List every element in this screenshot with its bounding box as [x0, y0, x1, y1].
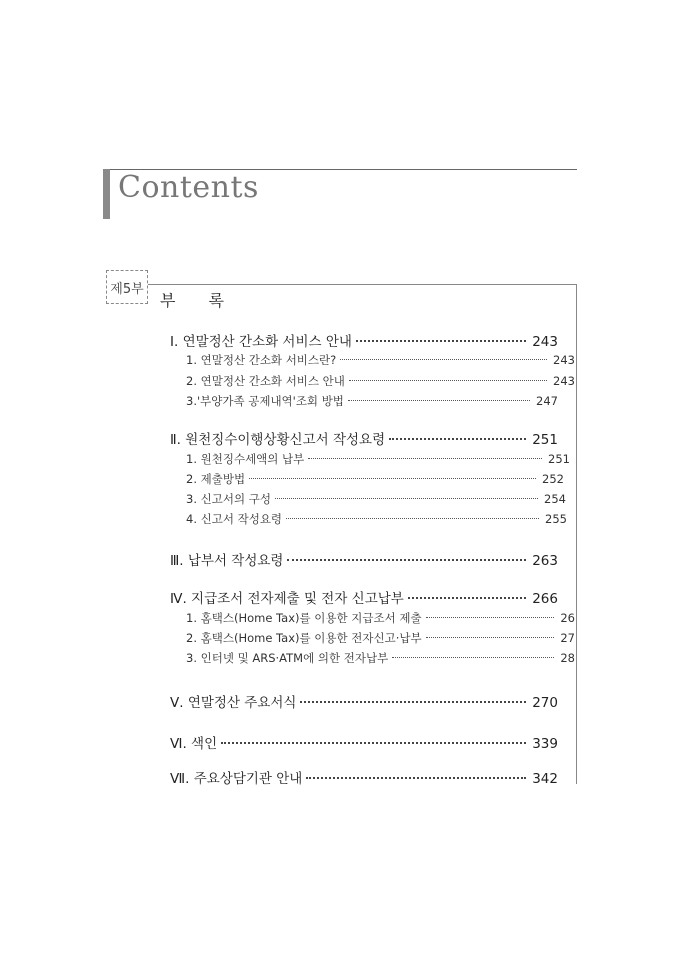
toc-entry-label: Ⅰ. 연말정산 간소화 서비스 안내: [170, 334, 352, 350]
toc-entry-label: 1. 연말정산 간소화 서비스란?: [186, 353, 337, 367]
leader-dots: [392, 657, 554, 658]
toc-entry-label: 2. 연말정산 간소화 서비스 안내: [186, 374, 345, 388]
toc-entry-3[interactable]: [170, 549, 558, 569]
leader-dots: [426, 637, 555, 638]
leader-dots: [389, 438, 526, 440]
toc-entry-2-4[interactable]: [186, 511, 567, 527]
toc-entry-label: Ⅱ. 원천징수이행상황신고서 작성요령: [170, 432, 386, 448]
toc-entry-label: 3. 인터넷 및 ARS·ATM에 의한 전자납부: [186, 651, 389, 665]
leader-dots: [426, 617, 555, 618]
toc-entry-label: 2. 제출방법: [186, 472, 246, 486]
toc-entry-2[interactable]: [170, 428, 558, 448]
toc-entry-page: 247: [536, 394, 558, 408]
toc-entry-4-2[interactable]: [186, 630, 575, 646]
toc-entry-2-2[interactable]: [186, 471, 564, 487]
leader-dots: [356, 340, 526, 342]
toc-entry-label: 2. 홈택스(Home Tax)를 이용한 전자신고·납부: [186, 631, 422, 645]
header-accent-bar: [103, 169, 110, 219]
leader-dots: [249, 478, 536, 479]
toc-entry-4-3[interactable]: [186, 650, 575, 666]
toc-entry-page: 342: [532, 771, 558, 787]
toc-entry-5[interactable]: [170, 691, 558, 711]
toc-entry-1-1[interactable]: [186, 352, 575, 368]
toc-entry-1[interactable]: [170, 330, 558, 350]
toc-entry-page: 251: [532, 432, 558, 448]
part-title: 부 록: [160, 291, 238, 310]
leader-dots: [221, 742, 526, 744]
toc-entry-page: 26: [560, 611, 575, 625]
toc-entry-4[interactable]: [170, 587, 558, 607]
toc-entry-page: 243: [553, 353, 575, 367]
toc-entry-label: Ⅲ. 납부서 작성요령: [170, 553, 284, 569]
leader-dots: [275, 498, 538, 499]
leader-dots: [306, 777, 526, 779]
toc-entry-page: 252: [542, 472, 564, 486]
part-label-box: 제5부: [106, 270, 148, 304]
toc-entry-6[interactable]: [170, 732, 558, 752]
toc-entry-page: 255: [545, 512, 567, 526]
toc-entry-7[interactable]: [170, 767, 558, 787]
toc-entry-page: 339: [532, 736, 558, 752]
leader-dots: [300, 701, 526, 703]
toc-entry-page: 243: [553, 374, 575, 388]
toc-entry-2-3[interactable]: [186, 491, 566, 507]
toc-entry-page: 254: [544, 492, 566, 506]
toc-entry-4-1[interactable]: [186, 610, 575, 626]
toc-entry-label: 1. 원천징수세액의 납부: [186, 452, 305, 466]
toc-entry-label: 3.'부양가족 공제내역'조회 방법: [186, 394, 344, 408]
leader-dots: [348, 400, 530, 401]
leader-dots: [308, 458, 542, 459]
toc-entry-page: 28: [560, 651, 575, 665]
toc-entry-label: Ⅵ. 색인: [170, 736, 218, 752]
toc-entry-page: 251: [548, 452, 570, 466]
toc-entry-page: 263: [532, 553, 558, 569]
toc-entry-label: 1. 홈택스(Home Tax)를 이용한 지급조서 제출: [186, 611, 422, 625]
leader-dots: [408, 597, 526, 599]
toc-entry-2-1[interactable]: [186, 451, 570, 467]
leader-dots: [287, 559, 526, 561]
toc-entry-page: 243: [532, 334, 558, 350]
toc-entry-page: 27: [560, 631, 575, 645]
toc-entry-1-2[interactable]: [186, 373, 575, 389]
toc-entry-1-3[interactable]: [186, 393, 558, 409]
toc-entry-page: 270: [532, 695, 558, 711]
toc-entry-label: Ⅶ. 주요상담기관 안내: [170, 771, 303, 787]
toc-entry-label: 4. 신고서 작성요령: [186, 512, 283, 526]
leader-dots: [349, 380, 547, 381]
toc-entry-label: Ⅴ. 연말정산 주요서식: [170, 695, 297, 711]
toc-entry-label: 3. 신고서의 구성: [186, 492, 271, 506]
leader-dots: [286, 518, 539, 519]
toc-entry-label: Ⅳ. 지급조서 전자제출 및 전자 신고납부: [170, 591, 404, 607]
page-title: Contents: [118, 170, 259, 205]
toc-entry-page: 266: [532, 591, 558, 607]
leader-dots: [340, 359, 547, 360]
